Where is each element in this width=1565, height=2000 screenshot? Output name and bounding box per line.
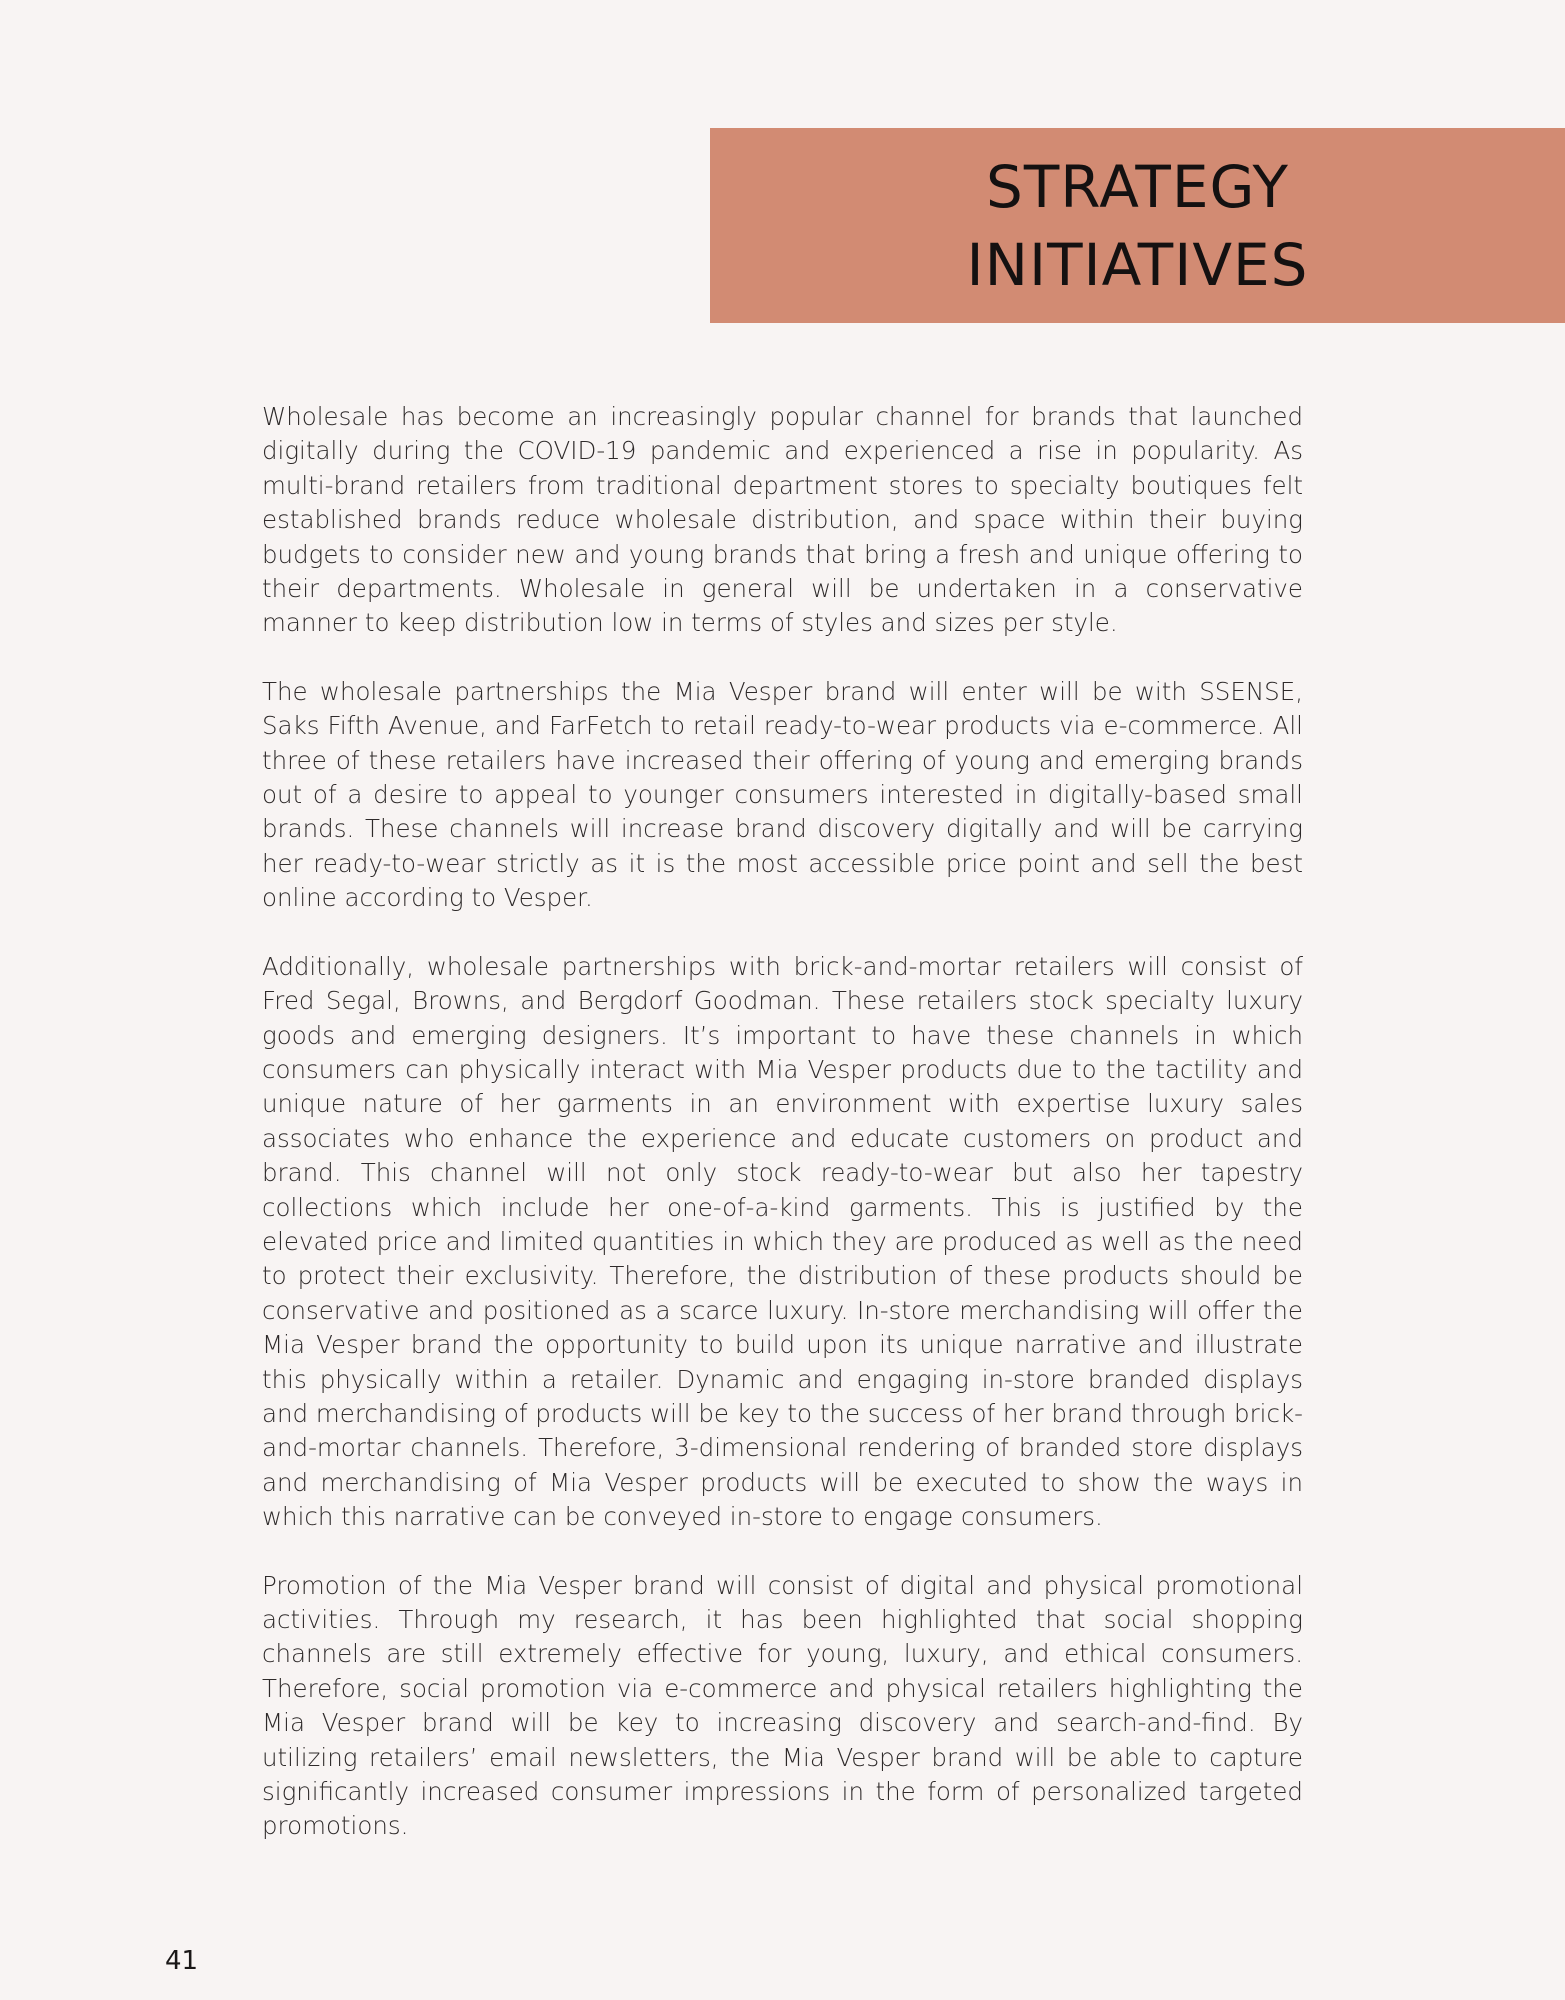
paragraph-promotion: Promotion of the Mia Vesper brand will consist of digital and physical promotional activities. Through my research, it has been highlighted that social shopping channels are still extremely effective for young, luxury, and ethical consumers. Therefore, social promotion via e-commerce and physical retailers highlighting the Mia Vesper brand will be key to increasing discovery and search-and-find. By utilizing retailers’ email newsletters, the Mia Vesper brand will be able to capture significantly increased consumer impressions in the form of personalized targeted promotions. [262,1570,1303,1841]
paragraph-ecommerce-partners: The wholesale partnerships the Mia Vesper brand will enter will be with SSENSE, Saks Fifth Avenue, and FarFetch to retail ready-to-wear products via e-commerce. All three of these retailers have increased their offering of young and emerging brands out of a desire to appeal to younger consumers interested in digitally-based small brands. These channels will increase brand discovery digitally and will be carrying her ready-to-wear strictly as it is the most accessible price point and sell the best online according to Vesper. [262,676,1303,913]
page-title-line1: STRATEGY [986,152,1289,221]
page-title-line2: INITIATIVES [966,230,1309,299]
paragraph-brick-and-mortar: Additionally, wholesale partnerships with brick-and-mortar retailers will consist of Fred Segal, Browns, and Bergdorf Goodman. These retailers stock specialty luxury goods and emerging designers. It’s important to have these channels in which consumers can physically interact with Mia Vesper products due to the tactility and unique nature of her garments in an environment with expertise luxury sales associates who enhance the experience and educate customers on product and brand. This channel will not only stock ready-to-wear but also her tapestry collections which include her one-of-a-kind garments. This is justified by the elevated price and limited quantities in which they are produced as well as the need to protect their exclusivity. Therefore, the distribution of these products should be conservative and positioned as a scarce luxury. In-store merchandising will offer the Mia Vesper brand the opportunity to build upon its unique narrative and illustrate this physically within a retailer. Dynamic and engaging in-store branded displays and merchandising of products will be key to the success of her brand through brick-and-mortar channels. Therefore, 3-dimensional rendering of branded store displays and merchandising of Mia Vesper products will be executed to show the ways in which this narrative can be conveyed in-store to engage consumers. [262,951,1303,1532]
page-number: 41 [165,1946,199,1976]
body-text [262,400,1303,1878]
title-banner [710,128,1565,323]
paragraph-wholesale-overview: Wholesale has become an increasingly popular channel for brands that launched digitally during the COVID-19 pandemic and experienced a rise in popularity. As multi-brand retailers from traditional department stores to specialty boutiques felt established brands reduce wholesale distribution, and space within their buying budgets to consider new and young brands that bring a fresh and unique offering to their departments. Wholesale in general will be undertaken in a conservative manner to keep distribution low in terms of styles and sizes per style. [262,402,1303,638]
page-title [967,148,1309,304]
